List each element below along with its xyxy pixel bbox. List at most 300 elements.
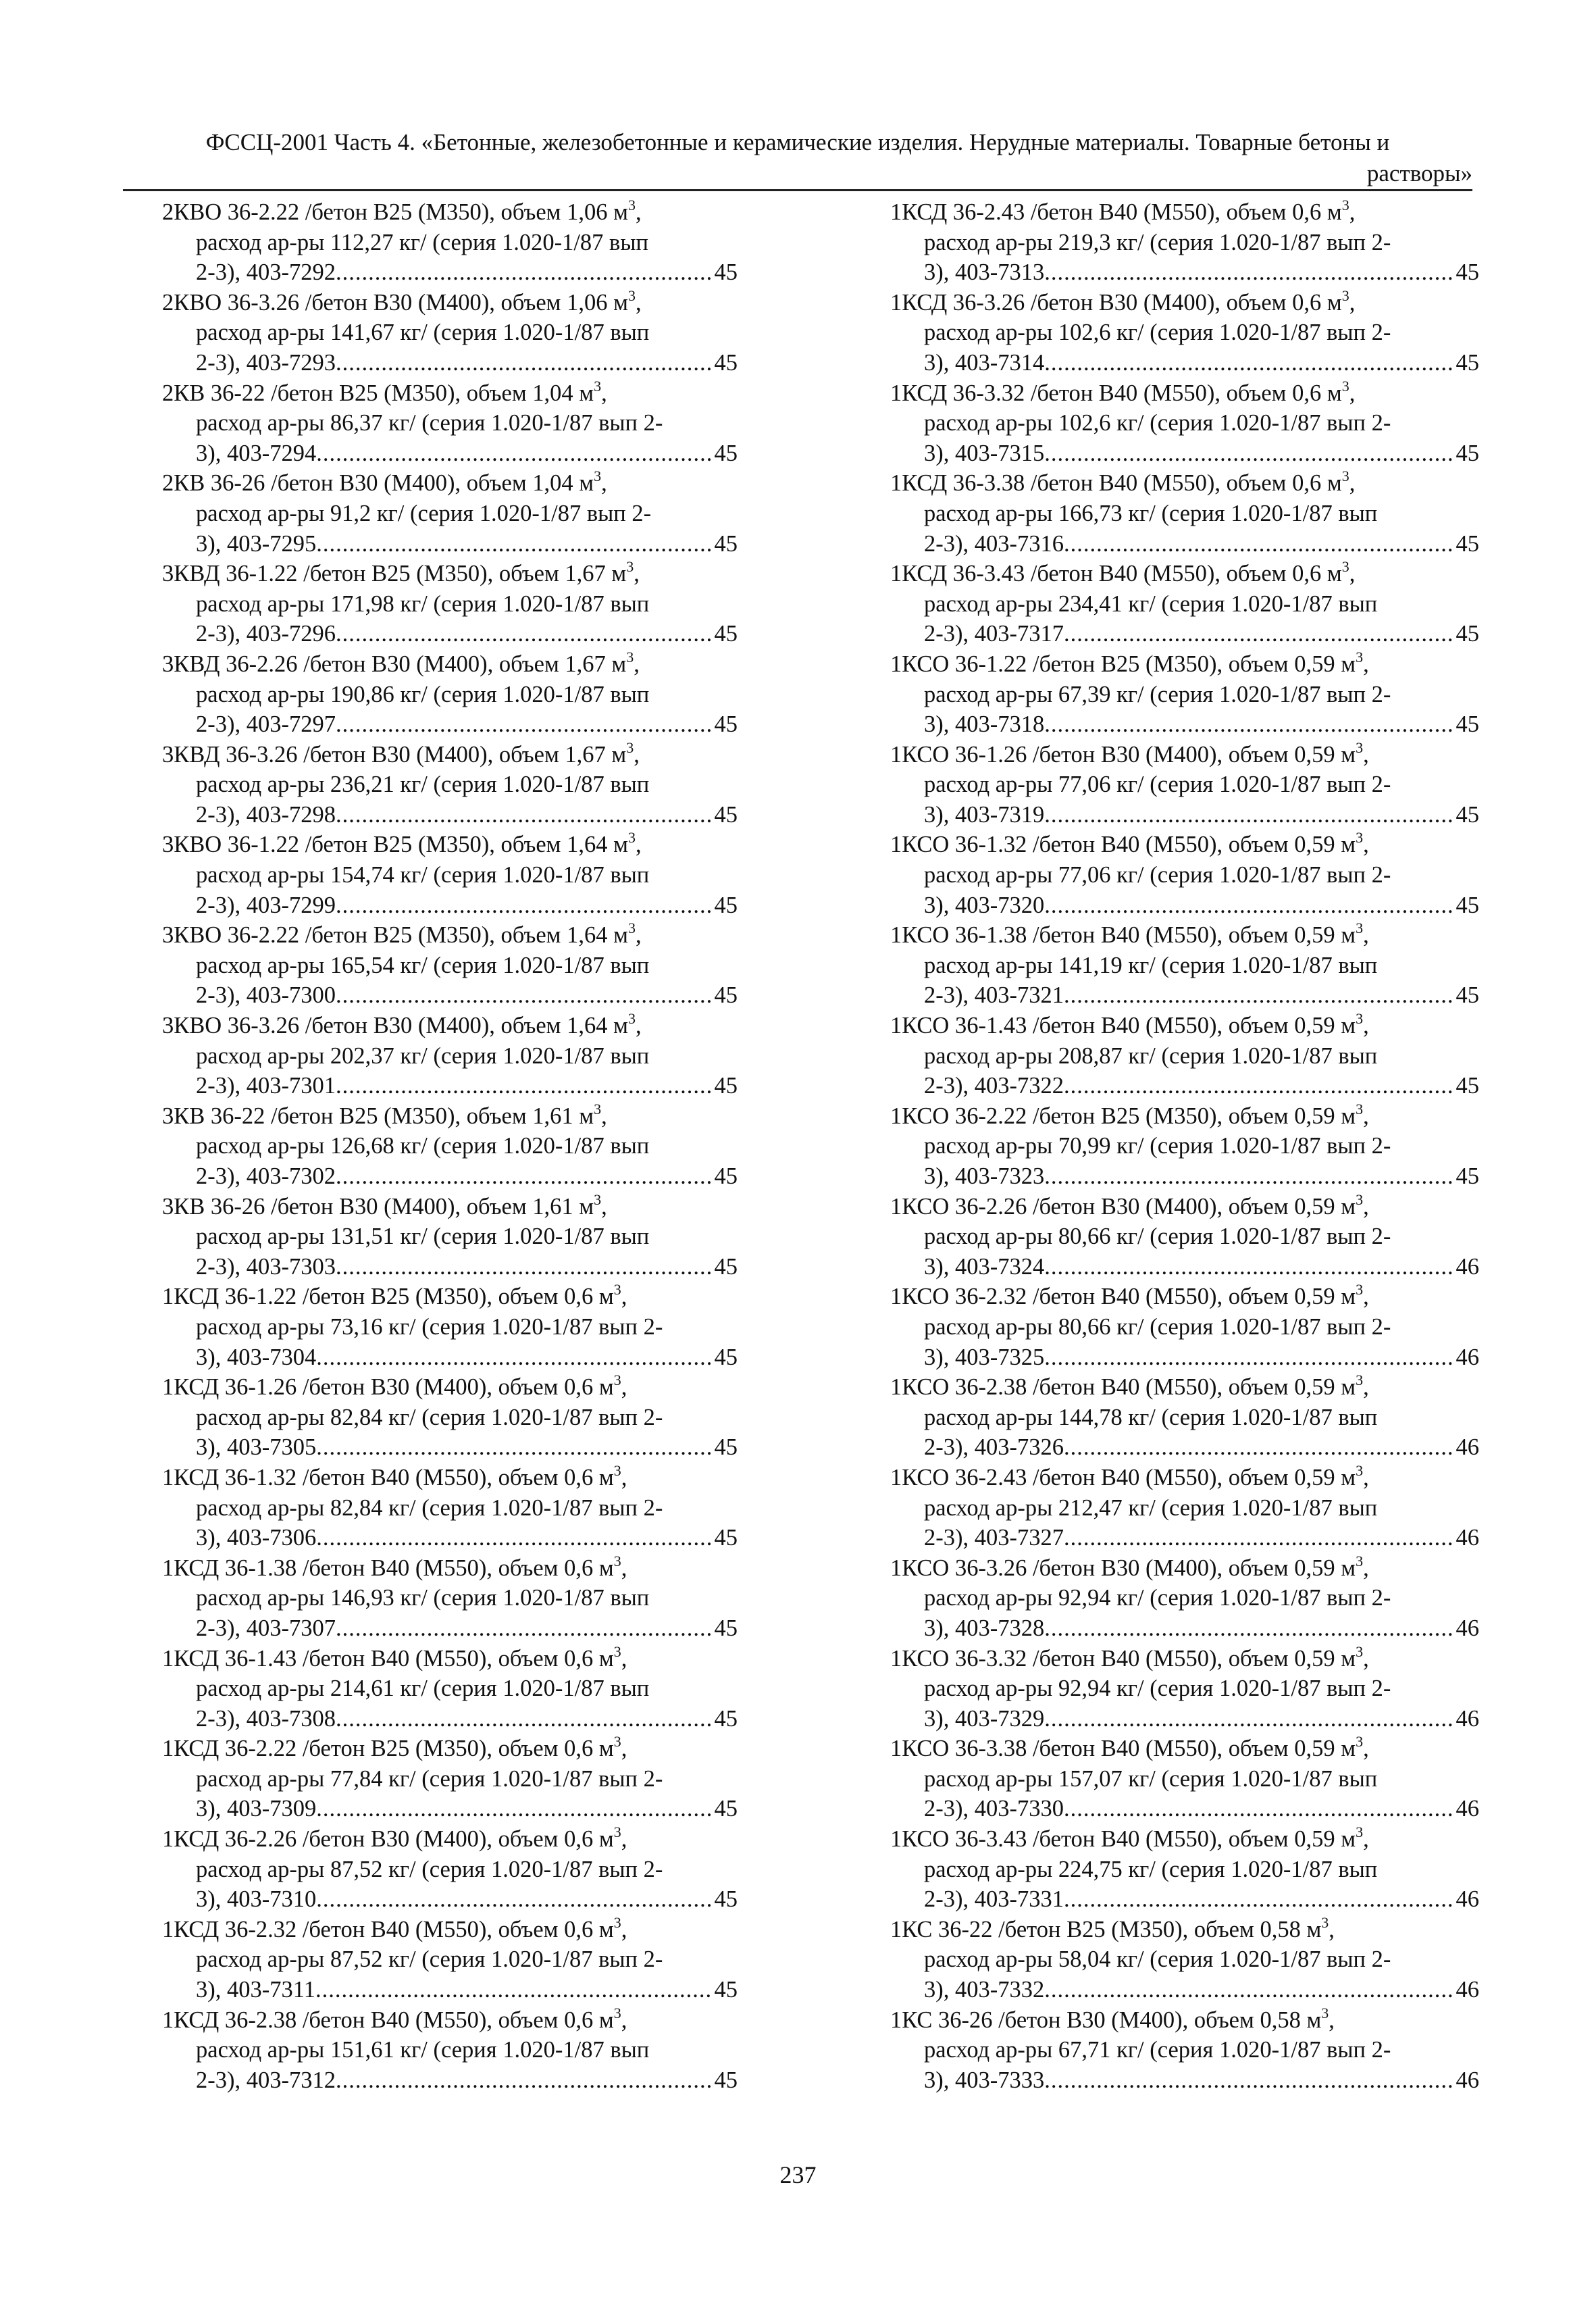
- entry-title: 2КВО 36-2.22 /бетон В25 (М350), объем 1,06 м: [162, 199, 628, 225]
- entry-title-tail: ,: [635, 199, 642, 225]
- index-entry: [162, 1461, 738, 1553]
- unit-superscript: 3: [1356, 738, 1364, 756]
- entry-title-line: [890, 1192, 1479, 1222]
- entry-reference-line: [924, 1794, 1479, 1824]
- entry-consumption-line: расход ар-ры 144,78 кг/ (серия 1.020-1/87 вып: [924, 1404, 1378, 1430]
- unit-superscript: 3: [1321, 1913, 1329, 1931]
- entry-title: 1КСО 36-2.26 /бетон В30 (М400), объем 0,59 м: [890, 1193, 1356, 1219]
- index-entry: [162, 197, 738, 288]
- entry-title: 3КВО 36-1.22 /бетон В25 (М350), объем 1,64 м: [162, 832, 628, 858]
- entry-title-tail: ,: [1363, 922, 1369, 949]
- entry-consumption-line: расход ар-ры 82,84 кг/ (серия 1.020-1/87 вып 2-: [196, 1404, 663, 1430]
- unit-superscript: 3: [1356, 1190, 1364, 1208]
- entry-title: 3КВО 36-3.26 /бетон В30 (М400), объем 1,64 м: [162, 1013, 628, 1039]
- entry-reference-line: [924, 438, 1479, 469]
- entry-page-number: 45: [714, 259, 738, 286]
- entry-title-tail: ,: [621, 1826, 627, 1853]
- entry-reference-line: [924, 257, 1479, 288]
- entry-page-number: 46: [1456, 1434, 1479, 1461]
- unit-superscript: 3: [594, 468, 602, 485]
- entry-title-line: [890, 288, 1479, 318]
- entry-title: 1КСО 36-3.43 /бетон В40 (М550), объем 0,59 м: [890, 1826, 1356, 1853]
- entry-page-number: 45: [1456, 1073, 1479, 1099]
- entry-title: 2КВО 36-3.26 /бетон В30 (М400), объем 1,06 м: [162, 289, 628, 316]
- unit-superscript: 3: [626, 738, 634, 756]
- unit-superscript: 3: [1356, 648, 1364, 665]
- entry-page-number: 46: [1456, 1977, 1479, 2003]
- entry-title-line: [162, 468, 738, 499]
- index-entry: [162, 738, 738, 830]
- index-entry: [890, 377, 1479, 469]
- entry-page-number: 45: [714, 1615, 738, 1641]
- unit-superscript: 3: [594, 1190, 602, 1208]
- entry-title: 1КСО 36-1.26 /бетон В30 (М400), объем 0,59 м: [890, 741, 1356, 768]
- entry-reference: 3), 403-7306: [196, 1525, 317, 1551]
- entry-title: 1КСО 36-3.38 /бетон В40 (М550), объем 0,59 м: [890, 1736, 1356, 1762]
- entry-reference: 3), 403-7304: [196, 1344, 317, 1370]
- entry-consumption-line: расход ар-ры 102,6 кг/ (серия 1.020-1/87 вып 2-: [924, 320, 1391, 346]
- entry-page-number: 45: [714, 440, 738, 466]
- entry-title-line: [162, 1644, 738, 1674]
- entry-consumption-line: расход ар-ры 171,98 кг/ (серия 1.020-1/87 вып: [196, 590, 650, 617]
- entry-title: 1КСД 36-3.38 /бетон В40 (М550), объем 0,6 м: [890, 470, 1342, 497]
- entry-reference-line: [196, 348, 738, 378]
- unit-superscript: 3: [1356, 1552, 1364, 1569]
- entry-title-line: [162, 920, 738, 951]
- entry-page-number: 46: [1456, 1886, 1479, 1913]
- entry-title-tail: ,: [1349, 561, 1356, 587]
- entry-title-tail: ,: [1329, 1916, 1335, 1942]
- unit-superscript: 3: [613, 1281, 621, 1299]
- header-title-line2: растворы»: [1366, 160, 1472, 186]
- entry-consumption-line: расход ар-ры 190,86 кг/ (серия 1.020-1/87 вып: [196, 681, 650, 707]
- entry-title: 1КСО 36-1.32 /бетон В40 (М550), объем 0,59 м: [890, 832, 1356, 858]
- index-entry: [162, 920, 738, 1011]
- entry-title-tail: ,: [1363, 1736, 1369, 1762]
- entry-reference: 2-3), 403-7298: [196, 801, 336, 828]
- entry-title-tail: ,: [635, 289, 642, 316]
- entry-reference-line: [924, 2065, 1479, 2096]
- entry-consumption-line: расход ар-ры 224,75 кг/ (серия 1.020-1/87 вып: [924, 1856, 1378, 1882]
- entry-reference: 3), 403-7333: [924, 2067, 1045, 2093]
- entry-reference-line: [196, 1975, 738, 2005]
- entry-reference: 2-3), 403-7296: [196, 621, 336, 647]
- entry-title: 1КС 36-22 /бетон В25 (М350), объем 0,58 м: [890, 1916, 1322, 1942]
- entry-consumption-line: расход ар-ры 141,67 кг/ (серия 1.020-1/87 вып: [196, 320, 650, 346]
- index-entry: [890, 1100, 1479, 1192]
- entry-reference: 3), 403-7309: [196, 1796, 317, 1822]
- dot-leader: [316, 1794, 711, 1824]
- dot-leader: [1044, 800, 1453, 830]
- dot-leader: [1064, 619, 1453, 649]
- entry-title-line: [890, 1372, 1479, 1403]
- index-entry: [162, 1190, 738, 1282]
- index-entry: [162, 2004, 738, 2096]
- entry-title-tail: ,: [621, 1464, 627, 1490]
- entry-title-line: [162, 2005, 738, 2036]
- entry-title-tail: ,: [1363, 1193, 1369, 1219]
- unit-superscript: 3: [1356, 920, 1364, 937]
- entry-title-tail: ,: [1363, 832, 1369, 858]
- unit-superscript: 3: [1356, 1010, 1364, 1028]
- entry-title-line: [890, 468, 1479, 499]
- entry-consumption-line: расход ар-ры 70,99 кг/ (серия 1.020-1/87 вып 2-: [924, 1133, 1391, 1159]
- entry-title-line: [890, 1644, 1479, 1674]
- unit-superscript: 3: [1356, 829, 1364, 847]
- index-entry: [162, 377, 738, 469]
- unit-superscript: 3: [594, 1100, 602, 1117]
- dot-leader: [1064, 1071, 1453, 1101]
- dot-leader: [316, 1432, 711, 1463]
- index-entry: [890, 1190, 1479, 1282]
- entry-reference-line: [924, 980, 1479, 1011]
- entry-consumption-line: расход ар-ры 102,6 кг/ (серия 1.020-1/87 вып 2-: [924, 410, 1391, 436]
- unit-superscript: 3: [1356, 1281, 1364, 1299]
- entry-consumption-line: расход ар-ры 236,21 кг/ (серия 1.020-1/87 вып: [196, 772, 650, 798]
- entry-page-number: 45: [714, 1163, 738, 1189]
- entry-reference-line: [924, 800, 1479, 830]
- index-entry: [162, 1010, 738, 1101]
- entry-title-line: [890, 920, 1479, 951]
- entry-title-line: [890, 197, 1479, 228]
- unit-superscript: 3: [1356, 1733, 1364, 1751]
- dot-leader: [1064, 529, 1453, 559]
- entry-title-line: [890, 740, 1479, 770]
- entry-title-tail: ,: [621, 1916, 627, 1942]
- unit-superscript: 3: [613, 1461, 621, 1479]
- entry-reference-line: [196, 980, 738, 1011]
- entry-reference: 3), 403-7314: [924, 349, 1045, 376]
- entry-title-line: [162, 649, 738, 680]
- entry-consumption-line: расход ар-ры 91,2 кг/ (серия 1.020-1/87 вып 2-: [196, 500, 652, 526]
- unit-superscript: 3: [627, 829, 636, 847]
- entry-page-number: 45: [1456, 982, 1479, 1009]
- entry-reference-line: [196, 1071, 738, 1101]
- entry-reference: 3), 403-7328: [924, 1615, 1045, 1641]
- entry-title-tail: ,: [635, 922, 642, 949]
- dot-leader: [1064, 1523, 1453, 1553]
- entry-reference: 2-3), 403-7331: [924, 1886, 1064, 1913]
- entry-reference-line: [924, 1071, 1479, 1101]
- entry-reference: 2-3), 403-7316: [924, 530, 1064, 557]
- entry-reference-line: [924, 1432, 1479, 1463]
- entry-page-number: 45: [1456, 801, 1479, 828]
- dot-leader: [1064, 1884, 1453, 1915]
- dot-leader: [1064, 1794, 1453, 1824]
- entry-title-tail: ,: [1363, 741, 1369, 768]
- entry-reference: 2-3), 403-7301: [196, 1073, 336, 1099]
- index-entry: [162, 648, 738, 740]
- entry-consumption-line: расход ар-ры 80,66 кг/ (серия 1.020-1/87 вып 2-: [924, 1224, 1391, 1250]
- entry-reference-line: [924, 1884, 1479, 1915]
- unit-superscript: 3: [594, 377, 602, 395]
- entry-title-line: [890, 378, 1479, 409]
- entry-page-number: 45: [714, 1525, 738, 1551]
- dot-leader: [336, 1704, 712, 1734]
- entry-consumption-line: расход ар-ры 219,3 кг/ (серия 1.020-1/87 вып 2-: [924, 229, 1391, 255]
- dot-leader: [336, 348, 712, 378]
- entry-reference-line: [924, 529, 1479, 559]
- entry-title-line: [162, 1553, 738, 1584]
- entry-title-line: [162, 1101, 738, 1132]
- entry-title: 1КСД 36-2.22 /бетон В25 (М350), объем 0,6 м: [162, 1736, 614, 1762]
- dot-leader: [1044, 1252, 1453, 1282]
- entry-consumption-line: расход ар-ры 151,61 кг/ (серия 1.020-1/87 вып: [196, 2037, 650, 2063]
- entry-title: 1КСД 36-1.22 /бетон В25 (М350), объем 0,6 м: [162, 1284, 614, 1310]
- dot-leader: [1044, 1613, 1453, 1644]
- index-entry: [890, 1552, 1479, 1644]
- entry-reference-line: [196, 800, 738, 830]
- entry-title-tail: ,: [621, 1645, 627, 1671]
- index-entry: [890, 1281, 1479, 1372]
- entry-page-number: 46: [1456, 1615, 1479, 1641]
- entry-consumption-line: расход ар-ры 212,47 кг/ (серия 1.020-1/87 вып: [924, 1494, 1378, 1521]
- entry-title: 3КВД 36-3.26 /бетон В30 (М400), объем 1,67 м: [162, 741, 627, 768]
- entry-reference-line: [196, 1884, 738, 1915]
- dot-leader: [336, 980, 712, 1011]
- dot-leader: [336, 890, 712, 921]
- entry-consumption-line: расход ар-ры 73,16 кг/ (серия 1.020-1/87 вып 2-: [196, 1313, 663, 1340]
- entry-reference-line: [196, 1432, 738, 1463]
- entry-title-line: [162, 197, 738, 228]
- dot-leader: [1044, 1342, 1453, 1373]
- entry-reference: 2-3), 403-7299: [196, 892, 336, 918]
- entry-title-line: [162, 1915, 738, 1945]
- dot-leader: [336, 2065, 712, 2096]
- entry-title: 3КВО 36-2.22 /бетон В25 (М350), объем 1,64 м: [162, 922, 628, 949]
- entry-title-tail: ,: [1363, 1103, 1369, 1129]
- entry-consumption-line: расход ар-ры 154,74 кг/ (серия 1.020-1/87 вып: [196, 862, 650, 888]
- entry-title: 1КСД 36-2.26 /бетон В30 (М400), объем 0,6 м: [162, 1826, 614, 1853]
- entry-reference: 3), 403-7324: [924, 1253, 1045, 1280]
- entry-page-number: 45: [714, 801, 738, 828]
- dot-leader: [336, 1071, 712, 1101]
- dot-leader: [336, 619, 712, 649]
- entry-title-line: [890, 649, 1479, 680]
- entry-consumption-line: расход ар-ры 87,52 кг/ (серия 1.020-1/87 вып 2-: [196, 1856, 663, 1882]
- index-entry: [890, 1642, 1479, 1734]
- unit-superscript: 3: [626, 648, 634, 665]
- entry-title-tail: ,: [1349, 199, 1356, 225]
- entry-reference-line: [924, 348, 1479, 378]
- entry-title-tail: ,: [634, 561, 640, 587]
- entry-title: 1КСД 36-2.43 /бетон В40 (М550), объем 0,6 м: [890, 199, 1342, 225]
- entry-title: 2КВ 36-26 /бетон В30 (М400), объем 1,04 м: [162, 470, 594, 497]
- entry-title: 1КСО 36-1.38 /бетон В40 (М550), объем 0,59 м: [890, 922, 1356, 949]
- entry-reference-line: [924, 709, 1479, 740]
- entry-title: 1КСД 36-2.32 /бетон В40 (М550), объем 0,6 м: [162, 1916, 614, 1942]
- unit-superscript: 3: [613, 2004, 621, 2021]
- entry-reference-line: [924, 890, 1479, 921]
- entry-consumption-line: расход ар-ры 112,27 кг/ (серия 1.020-1/87 вып: [196, 229, 648, 255]
- entry-reference: 2-3), 403-7292: [196, 259, 336, 286]
- entry-title-tail: ,: [601, 470, 607, 497]
- entry-title: 2КВ 36-22 /бетон В25 (М350), объем 1,04 м: [162, 380, 594, 406]
- index-entry: [162, 1642, 738, 1734]
- entry-title-line: [890, 1282, 1479, 1312]
- dot-leader: [316, 1884, 711, 1915]
- dot-leader: [1044, 2065, 1453, 2096]
- entry-reference-line: [924, 1161, 1479, 1192]
- dot-leader: [316, 529, 711, 559]
- entry-consumption-line: расход ар-ры 67,71 кг/ (серия 1.020-1/87 вып 2-: [924, 2037, 1391, 2063]
- entry-reference-line: [924, 1342, 1479, 1373]
- dot-leader: [336, 1613, 712, 1644]
- index-entry: [890, 2004, 1479, 2096]
- index-entry: [890, 738, 1479, 830]
- entry-reference: 3), 403-7310: [196, 1886, 317, 1913]
- entry-reference-line: [196, 2065, 738, 2096]
- entry-reference: 2-3), 403-7322: [924, 1073, 1064, 1099]
- entry-consumption-line: расход ар-ры 126,68 кг/ (серия 1.020-1/87 вып: [196, 1133, 650, 1159]
- entry-title: 1КСД 36-2.38 /бетон В40 (М550), объем 0,6 м: [162, 2007, 614, 2033]
- entry-title-tail: ,: [1363, 1284, 1369, 1310]
- entry-page-number: 45: [1456, 711, 1479, 738]
- entry-reference: 2-3), 403-7330: [924, 1796, 1064, 1822]
- entry-title-tail: ,: [1363, 1645, 1369, 1671]
- entry-title: 1КСД 36-3.43 /бетон В40 (М550), объем 0,6 м: [890, 561, 1342, 587]
- entry-reference: 2-3), 403-7303: [196, 1253, 336, 1280]
- entry-consumption-line: расход ар-ры 202,37 кг/ (серия 1.020-1/87 вып: [196, 1042, 650, 1069]
- index-entry: [890, 1372, 1479, 1463]
- entry-title-line: [162, 559, 738, 589]
- unit-superscript: 3: [626, 558, 634, 576]
- entry-reference-line: [196, 1252, 738, 1282]
- entry-reference: 3), 403-7329: [924, 1705, 1045, 1732]
- entry-consumption-line: расход ар-ры 146,93 кг/ (серия 1.020-1/87 вып: [196, 1585, 650, 1611]
- entry-page-number: 46: [1456, 1796, 1479, 1822]
- entry-title: 1КСД 36-1.32 /бетон В40 (М550), объем 0,6 м: [162, 1464, 614, 1490]
- entry-title-tail: ,: [601, 1193, 607, 1219]
- index-entry: [162, 829, 738, 920]
- unit-superscript: 3: [1341, 197, 1349, 213]
- entry-reference: 2-3), 403-7308: [196, 1705, 336, 1732]
- left-column: [162, 197, 738, 2095]
- dot-leader: [1044, 1704, 1453, 1734]
- entry-title-line: [162, 830, 738, 860]
- entry-title-line: [890, 1915, 1479, 1945]
- entry-title-line: [162, 740, 738, 770]
- entry-title-line: [890, 1011, 1479, 1041]
- dot-leader: [1044, 1161, 1453, 1192]
- entry-title: 1КСО 36-2.22 /бетон В25 (М350), объем 0,59 м: [890, 1103, 1356, 1129]
- entry-reference: 2-3), 403-7317: [924, 621, 1064, 647]
- unit-superscript: 3: [627, 197, 636, 213]
- entry-title-line: [162, 1372, 738, 1403]
- entry-page-number: 45: [714, 892, 738, 918]
- entry-reference-line: [196, 1523, 738, 1553]
- entry-consumption-line: расход ар-ры 141,19 кг/ (серия 1.020-1/87 вып: [924, 952, 1378, 978]
- entry-reference: 2-3), 403-7326: [924, 1434, 1064, 1461]
- entry-page-number: 45: [714, 621, 738, 647]
- header-title-line1: ФССЦ-2001 Часть 4. «Бетонные, железобетонные и керамические изделия. Нерудные материалы. Товарные бетоны и: [205, 129, 1390, 155]
- entry-title-line: [890, 830, 1479, 860]
- entry-title-tail: ,: [1363, 1013, 1369, 1039]
- entry-title: 1КСД 36-1.38 /бетон В40 (М550), объем 0,6 м: [162, 1555, 614, 1581]
- entry-reference: 3), 403-7294: [196, 440, 317, 466]
- index-entry: [890, 197, 1479, 288]
- entry-reference: 3), 403-7311: [196, 1977, 315, 2003]
- entry-title-tail: ,: [1363, 1826, 1369, 1853]
- entry-title-line: [162, 1011, 738, 1041]
- entry-reference: 2-3), 403-7302: [196, 1163, 336, 1189]
- entry-title-line: [162, 288, 738, 318]
- index-entry: [890, 286, 1479, 378]
- dot-leader: [336, 709, 712, 740]
- entry-reference-line: [924, 1704, 1479, 1734]
- unit-superscript: 3: [613, 1372, 621, 1389]
- entry-page-number: 45: [714, 2067, 738, 2093]
- entry-title-line: [162, 1734, 738, 1764]
- unit-superscript: 3: [613, 1913, 621, 1931]
- entry-reference: 3), 403-7315: [924, 440, 1045, 466]
- index-entry: [890, 829, 1479, 920]
- entry-title: 3КВ 36-26 /бетон В30 (М400), объем 1,61 м: [162, 1193, 594, 1219]
- entry-page-number: 45: [714, 349, 738, 376]
- unit-superscript: 3: [1356, 1461, 1364, 1479]
- dot-leader: [1044, 348, 1453, 378]
- entry-page-number: 45: [714, 711, 738, 738]
- entry-page-number: 45: [714, 1796, 738, 1822]
- entry-reference: 3), 403-7323: [924, 1163, 1045, 1189]
- unit-superscript: 3: [1341, 558, 1349, 576]
- unit-superscript: 3: [627, 1010, 636, 1028]
- entry-page-number: 45: [1456, 440, 1479, 466]
- unit-superscript: 3: [627, 920, 636, 937]
- entry-page-number: 45: [1456, 892, 1479, 918]
- dot-leader: [316, 1342, 711, 1373]
- entry-reference: 3), 403-7320: [924, 892, 1045, 918]
- unit-superscript: 3: [613, 1733, 621, 1751]
- unit-superscript: 3: [627, 286, 636, 304]
- entry-page-number: 45: [714, 530, 738, 557]
- entry-reference: 2-3), 403-7300: [196, 982, 336, 1009]
- dot-leader: [316, 1523, 711, 1553]
- entry-title-tail: ,: [621, 1555, 627, 1581]
- entry-reference-line: [924, 1523, 1479, 1553]
- entry-reference: 2-3), 403-7312: [196, 2067, 336, 2093]
- entry-reference-line: [924, 1975, 1479, 2005]
- entry-reference: 3), 403-7332: [924, 1977, 1045, 2003]
- index-entry: [162, 286, 738, 378]
- entry-reference-line: [924, 1252, 1479, 1282]
- entry-title: 1КСО 36-1.43 /бетон В40 (М550), объем 0,59 м: [890, 1013, 1356, 1039]
- entry-title-tail: ,: [621, 1374, 627, 1401]
- entry-title-line: [890, 559, 1479, 589]
- entry-title-tail: ,: [1363, 1555, 1369, 1581]
- entry-page-number: 45: [714, 1344, 738, 1370]
- index-entry: [890, 1733, 1479, 1824]
- entry-page-number: 45: [714, 1886, 738, 1913]
- entry-reference-line: [924, 1613, 1479, 1644]
- dot-leader: [1044, 438, 1453, 469]
- entry-page-number: 45: [714, 1977, 738, 2003]
- dot-leader: [1064, 980, 1453, 1011]
- entry-page-number: 45: [1456, 349, 1479, 376]
- index-entry: [162, 1100, 738, 1192]
- entry-reference: 2-3), 403-7327: [924, 1525, 1064, 1551]
- index-entry: [162, 1913, 738, 2005]
- entry-title: 1КСД 36-3.32 /бетон В40 (М550), объем 0,6 м: [890, 380, 1342, 406]
- unit-superscript: 3: [1341, 377, 1349, 395]
- unit-superscript: 3: [1356, 1642, 1364, 1660]
- entry-title-line: [162, 1192, 738, 1222]
- entry-title: 1КСД 36-1.26 /бетон В30 (М400), объем 0,6 м: [162, 1374, 614, 1401]
- index-entry: [890, 920, 1479, 1011]
- unit-superscript: 3: [613, 1642, 621, 1660]
- entry-title-tail: ,: [1349, 289, 1356, 316]
- unit-superscript: 3: [1356, 1372, 1364, 1389]
